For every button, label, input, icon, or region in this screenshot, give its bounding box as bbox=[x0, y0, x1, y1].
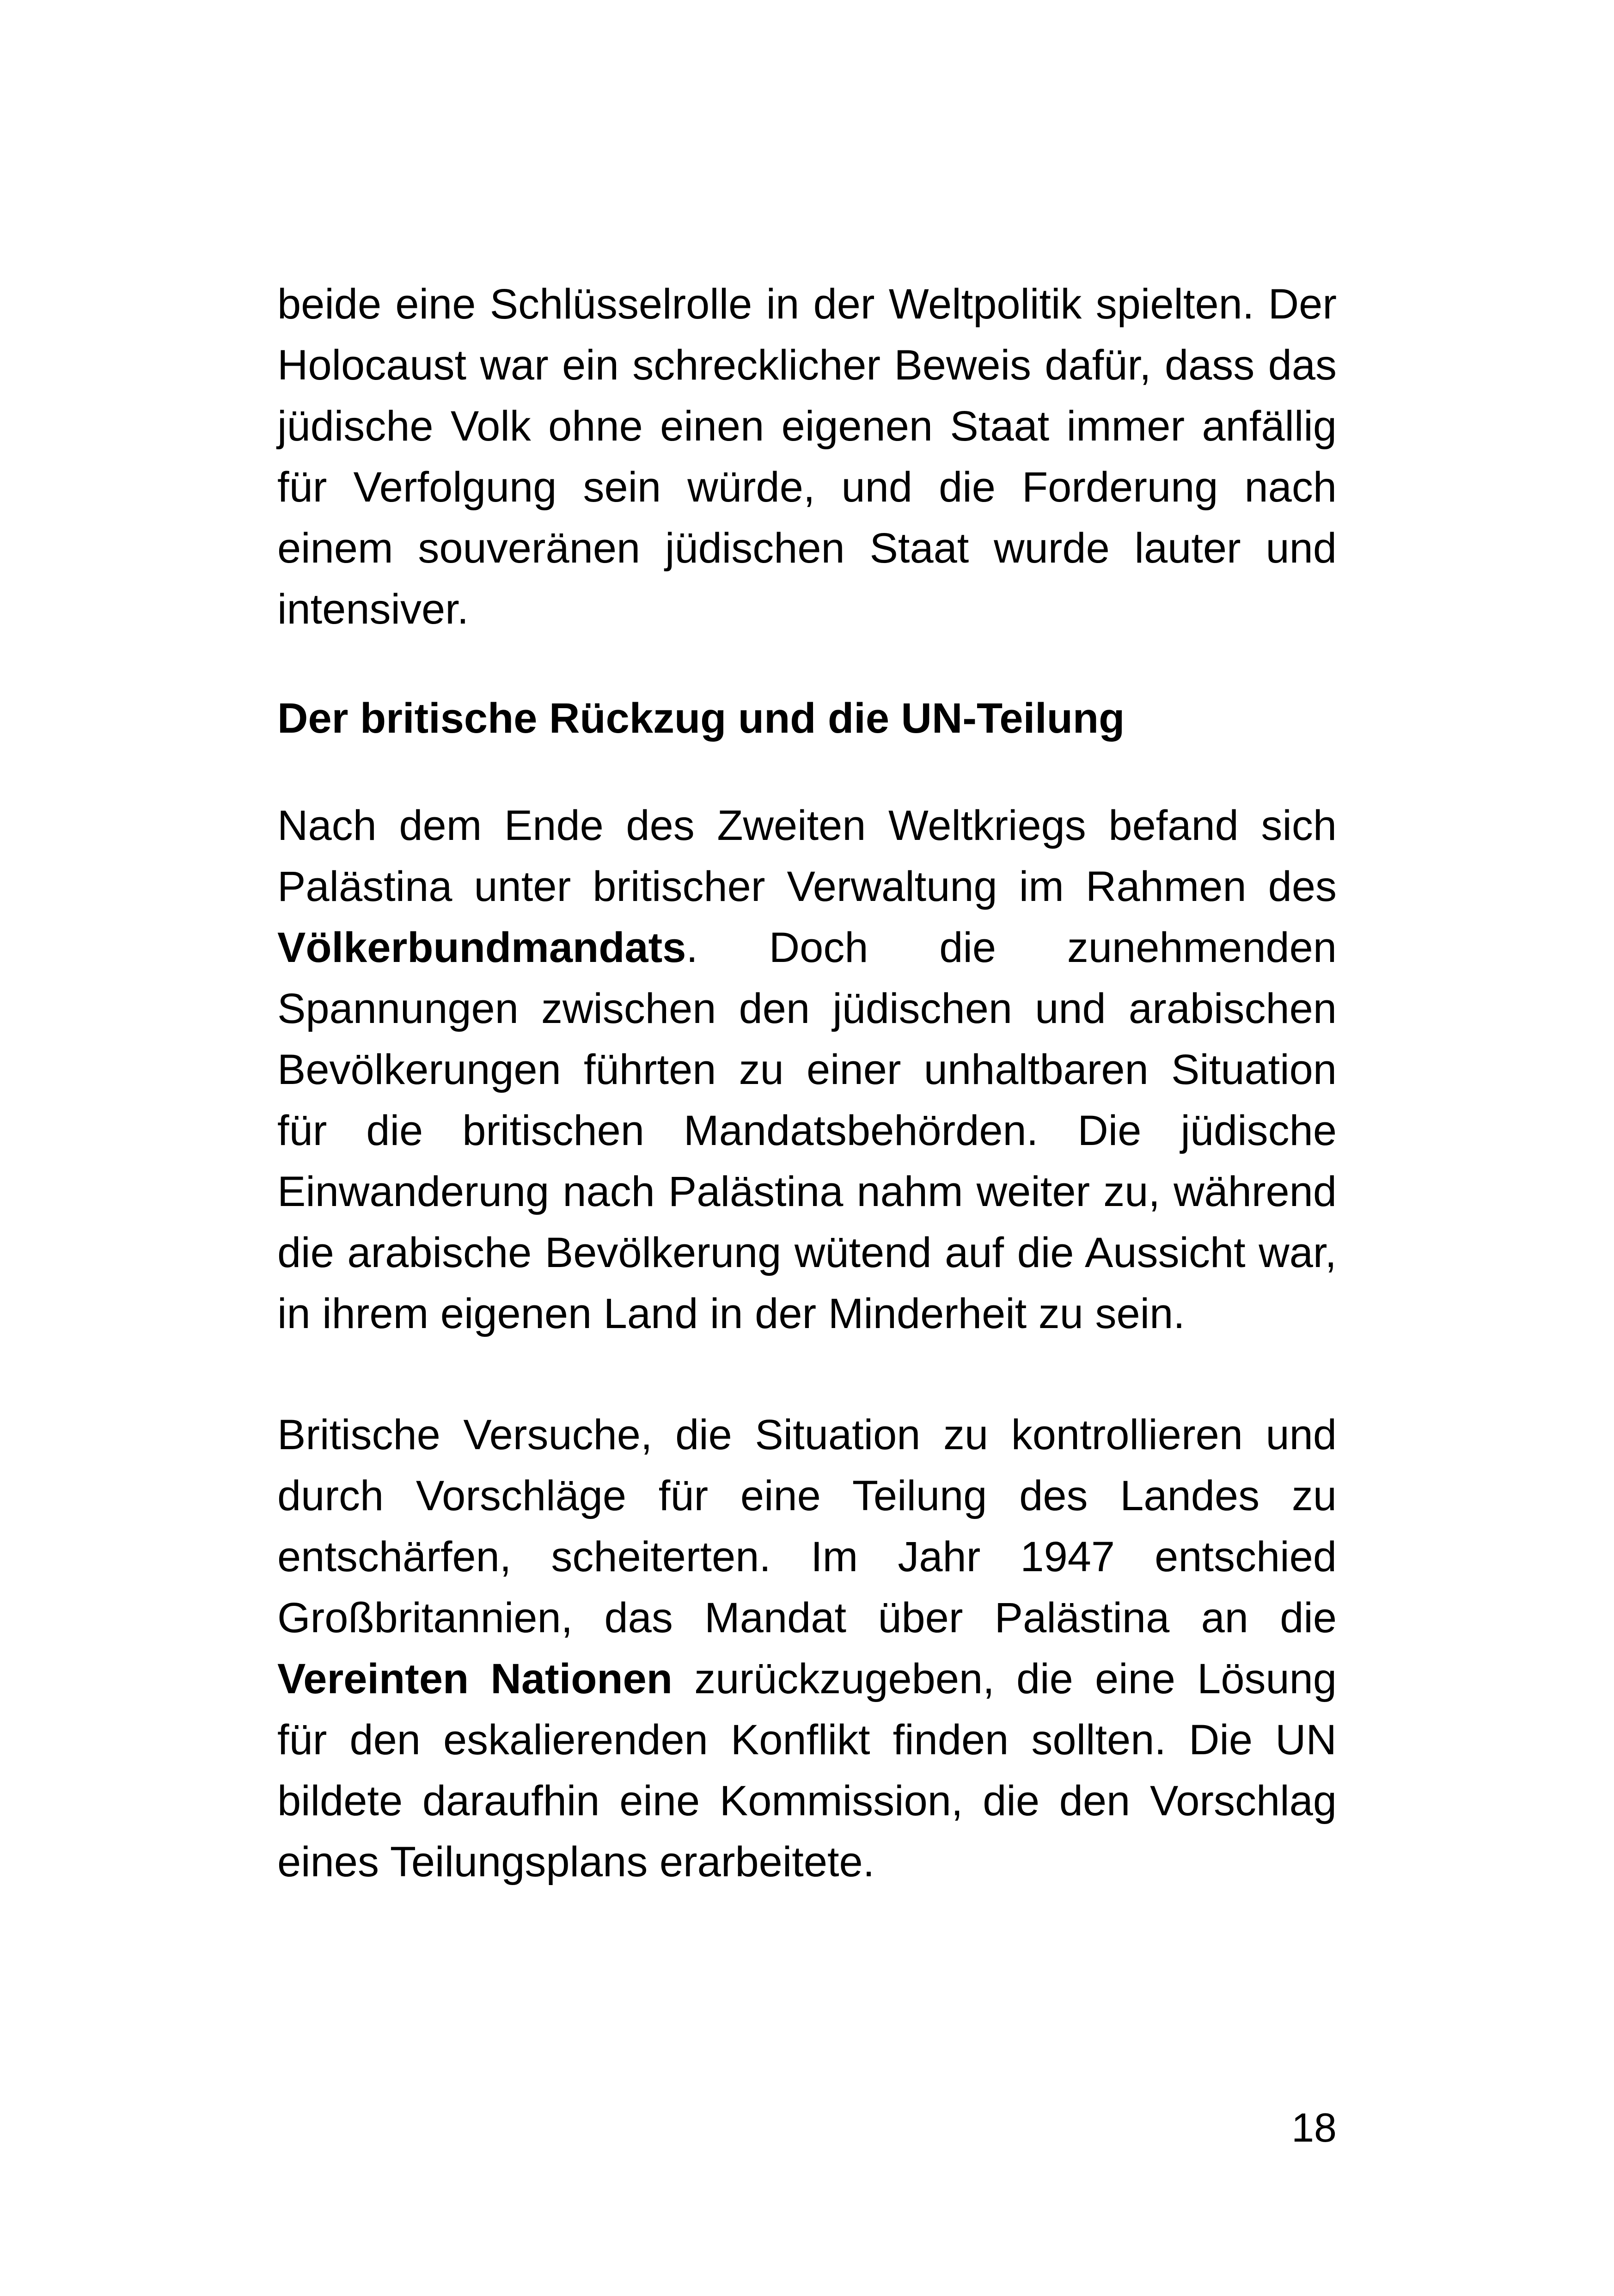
spacer bbox=[277, 1344, 1337, 1404]
bold-term-voelkerbundmandat: Völkerbundmandats bbox=[277, 924, 686, 971]
paragraph-text: Nach dem Ende des Zweiten Weltkriegs befand sich Palästina unter britischer Verwaltung im Rahmen des bbox=[277, 802, 1337, 910]
spacer bbox=[277, 749, 1337, 795]
page-number: 18 bbox=[1291, 2105, 1337, 2150]
paragraph-text: zurückzugeben, die eine Lösung für den eskalierenden Konflikt finden sollten. Die UN bildete daraufhin eine Kommission, die den Vorschlag eines Teilungsplans erarbeitete. bbox=[277, 1655, 1337, 1886]
body-paragraph-2 bbox=[277, 1404, 1337, 1892]
spacer bbox=[277, 640, 1337, 688]
intro-paragraph: beide eine Schlüsselrolle in der Weltpolitik spielten. Der Holocaust war ein schrecklicher Beweis dafür, dass das jüdische Volk ohne einen eigenen Staat immer anfällig für Verfolgung sein würde, und die Forderung nach einem souveränen jüdischen Staat wurde lauter und intensiver. bbox=[277, 281, 1337, 633]
section-heading: Der britische Rückzug und die UN-Teilung bbox=[277, 695, 1125, 742]
paragraph-text: Britische Versuche, die Situation zu kontrollieren und durch Vorschläge für eine Teilung des Landes zu entschärfen, scheiterten. Im Jahr 1947 entschied Großbritannien, das Mandat über Palästina an die bbox=[277, 1411, 1337, 1641]
bold-term-vereinte-nationen: Vereinten Nationen bbox=[277, 1655, 672, 1702]
paragraph-text: . Doch die zunehmenden Spannungen zwischen den jüdischen und arabischen Bevölkerungen führten zu einer unhaltbaren Situation für die britischen Mandatsbehörden. Die jüdische Einwanderung nach Palästina nahm weiter zu, während die arabische Bevölkerung wütend auf die Aussicht war, in ihrem eigenen Land in der Minderheit zu sein. bbox=[277, 924, 1337, 1337]
text-column bbox=[277, 274, 1337, 1892]
body-paragraph-1 bbox=[277, 795, 1337, 1344]
